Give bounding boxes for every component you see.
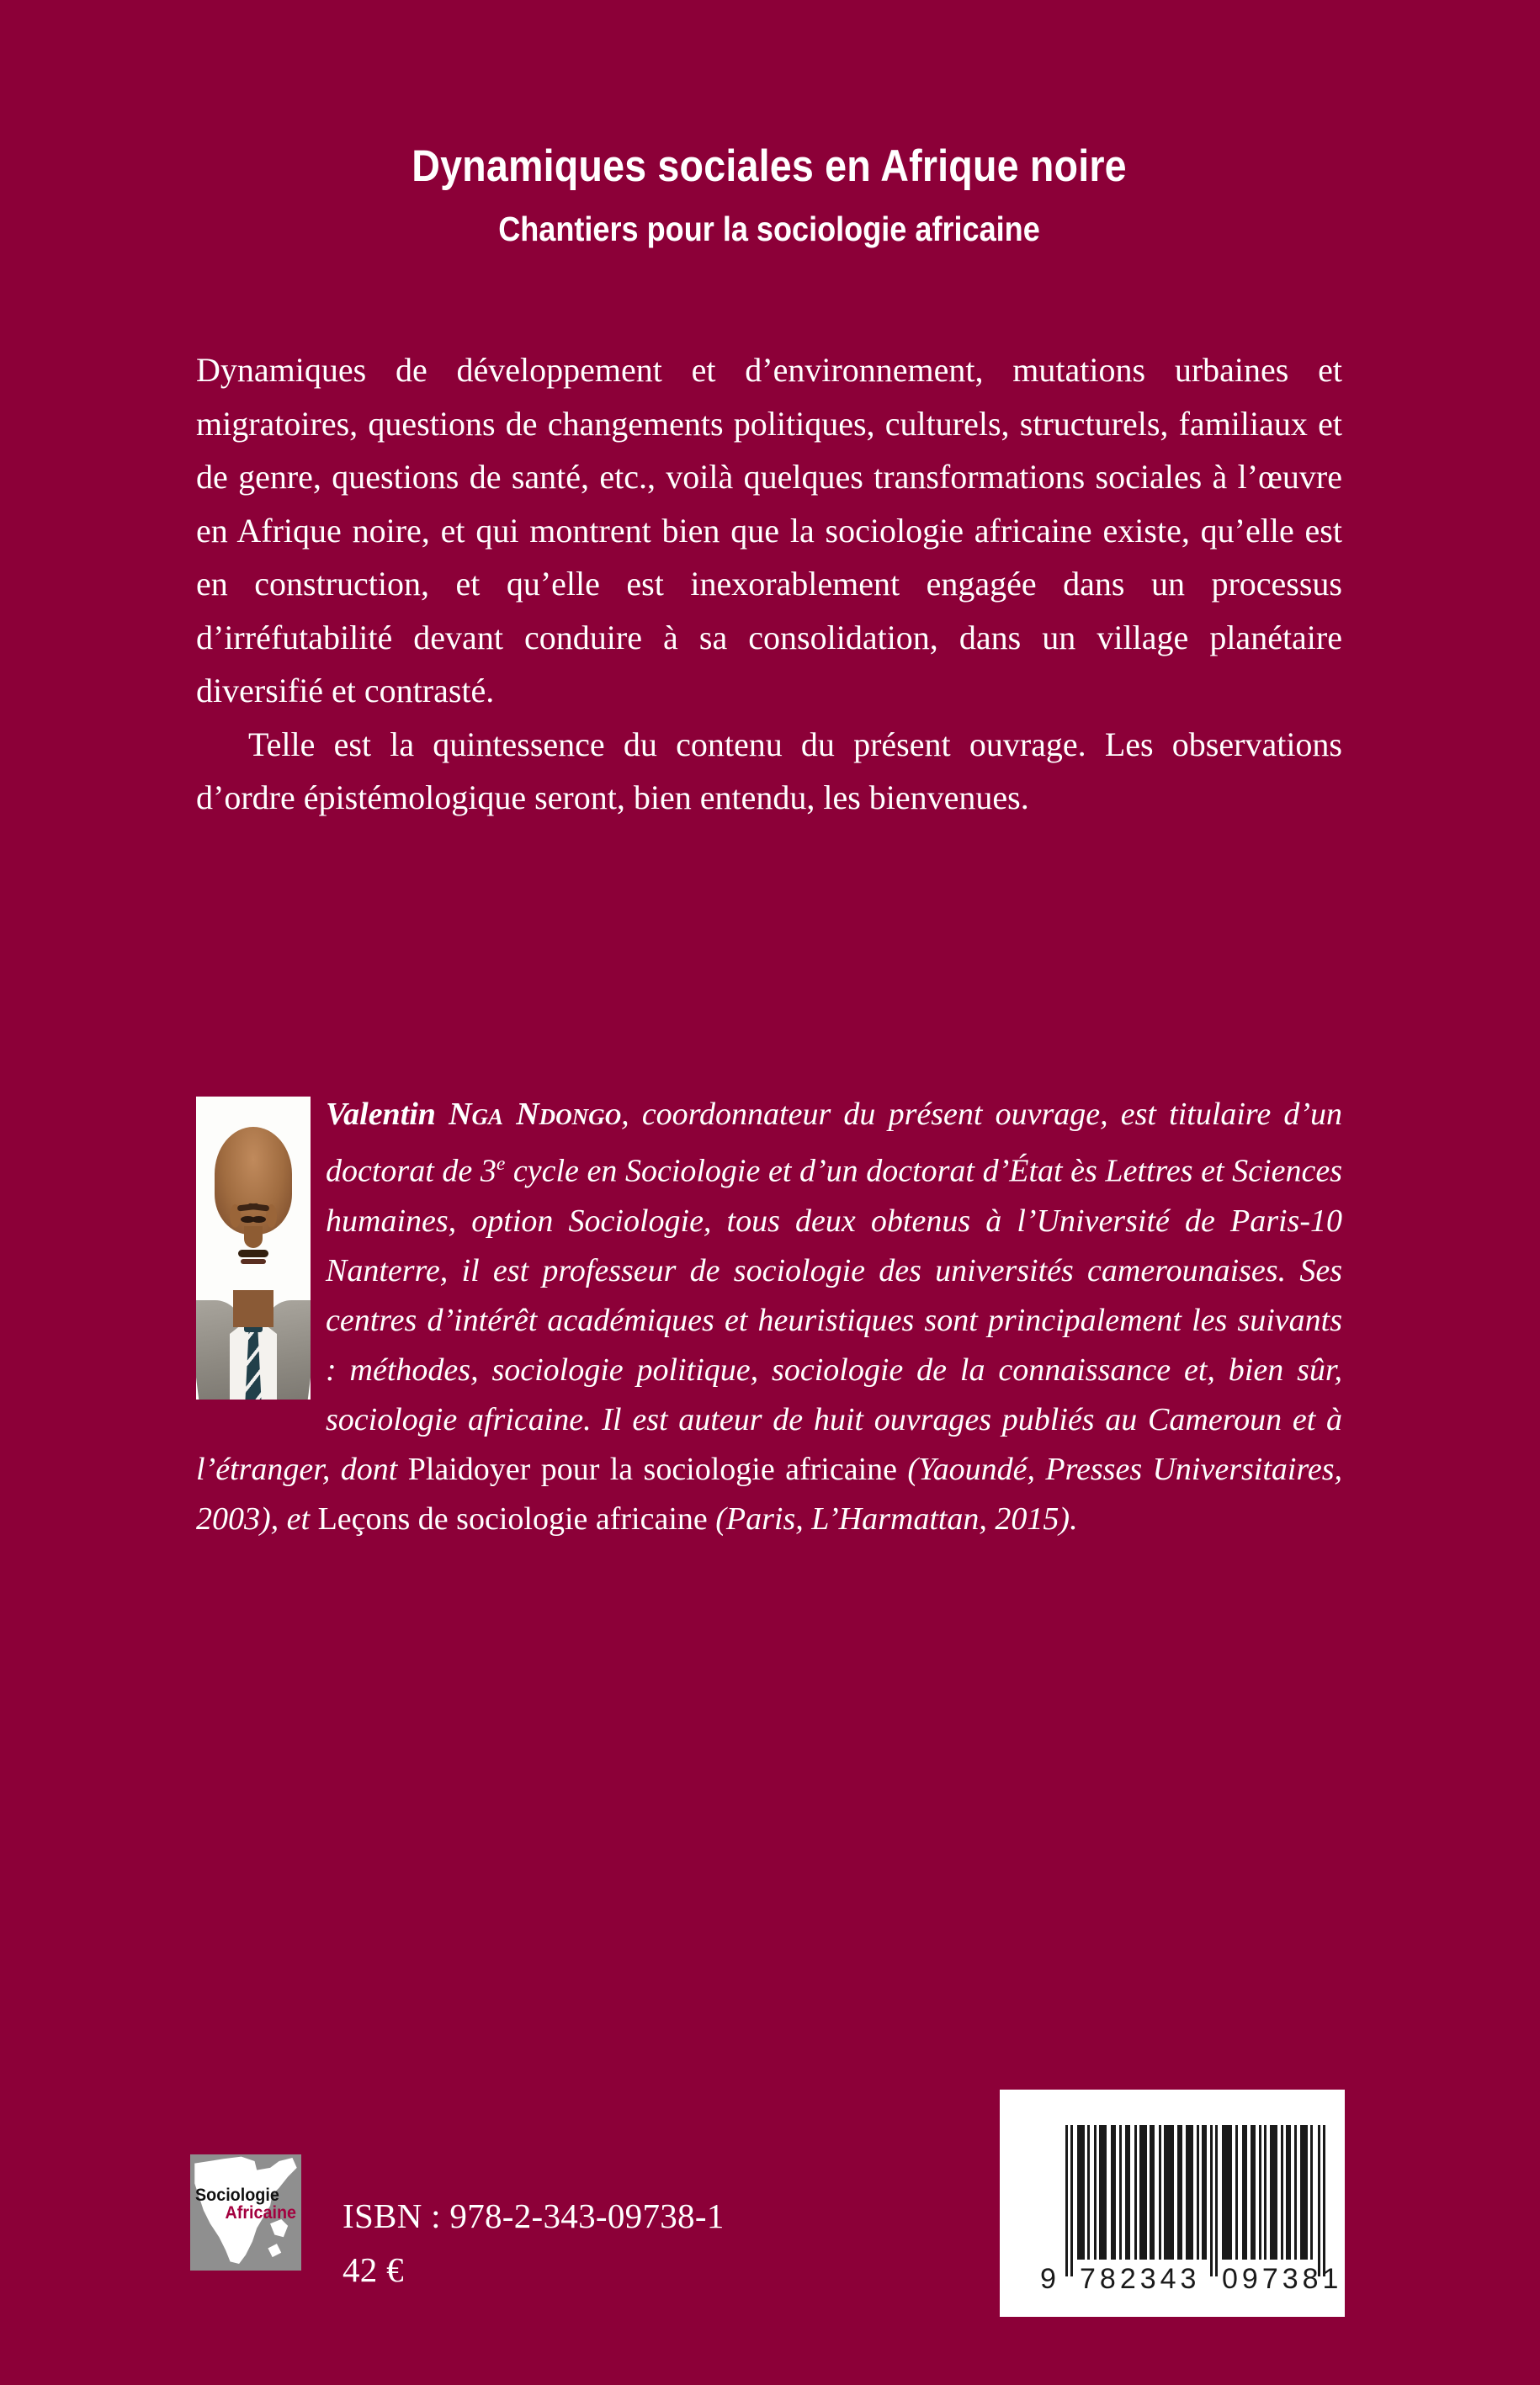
barcode-digits-left: 782343 (1080, 2263, 1201, 2295)
barcode-digits-right: 097381 (1222, 2263, 1343, 2295)
photo-mouth (241, 1259, 266, 1264)
photo-head (215, 1127, 292, 1235)
blurb-paragraph-2: Telle est la quintessence du contenu du présent ouvrage. Les observations d’ordre épistémologique seront, bien entendu, les bienvenues. (196, 725, 1342, 816)
collection-logo-text (195, 2186, 296, 2223)
author-bio-part-2: cycle en Sociologie et d’un doctorat d’État ès Lettres et Sciences humaines, option Sociologie, tous deux obtenus à l’Université de Paris-10 Nanterre, il est professeur de sociologie des universités camerounaises. Ses centres d’intérêt académiques et heuristiques sont principalement les suivants : méthodes, sociologie politique, sociologie de la connaissance et, bien sûr, sociologie africaine. Il est auteur de huit ouvrages publiés au Cameroun et à l’étranger, dont (196, 1153, 1342, 1487)
author-last-name: Nga Ndongo (449, 1097, 622, 1132)
book-subtitle: Chantiers pour la sociologie africaine (498, 210, 1040, 249)
author-first-name: Valentin (326, 1097, 436, 1132)
photo-eye-right (252, 1216, 266, 1223)
author-photo (196, 1097, 311, 1400)
ordinal-suffix: e (496, 1153, 506, 1175)
blurb-text (196, 343, 1342, 825)
photo-nose (244, 1226, 263, 1248)
photo-moustache (238, 1250, 268, 1257)
author-bio (196, 1090, 1342, 1544)
blurb-paragraph-1: Dynamiques de développement et d’environnement, mutations urbaines et migratoires, questions de changements politiques, culturels, structurels, familiaux et de genre, questions de santé, etc., voilà quelques transformations sociales à l’œuvre en Afrique noire, et qui montrent bien que la sociologie africaine existe, qu’elle est en construction, et qu’elle est inexorablement engagée dans un processus d’irréfutabilité devant conduire à sa consolidation, dans un village planétaire diversifié et contrasté. (196, 351, 1342, 709)
barcode-digit-lead: 9 (1040, 2263, 1060, 2295)
price-text: 42 € (343, 2250, 404, 2289)
isbn-price-block (343, 2189, 725, 2297)
isbn-text: ISBN : 978-2-343-09738-1 (343, 2196, 725, 2235)
collection-name-line-2: Africaine (225, 2203, 296, 2223)
work-2-title: Leçons de sociologie africaine (317, 1501, 708, 1537)
photo-brow-right (247, 1203, 270, 1211)
collection-name-line-1: Sociologie (195, 2186, 279, 2205)
collection-logo-inner (190, 2154, 301, 2271)
barcode (1000, 2090, 1345, 2317)
title-block (196, 141, 1342, 250)
work-1-title: Plaidoyer pour la sociologie africaine (407, 1451, 897, 1487)
author-bio-part-1: , coordonnateur du présent ouvrage, est titulaire d’un doctorat de 3 (326, 1097, 1342, 1189)
book-title: Dynamiques sociales en Afrique noire (412, 141, 1127, 191)
work-1-reference: (Yaoundé, Presses Universitaires, 2003), et (196, 1451, 1342, 1537)
collection-logo (187, 2151, 305, 2274)
ean13-barcode-icon (1000, 2090, 1345, 2317)
photo-neck (233, 1290, 273, 1327)
work-2-reference: (Paris, L’Harmattan, 2015). (707, 1501, 1078, 1537)
